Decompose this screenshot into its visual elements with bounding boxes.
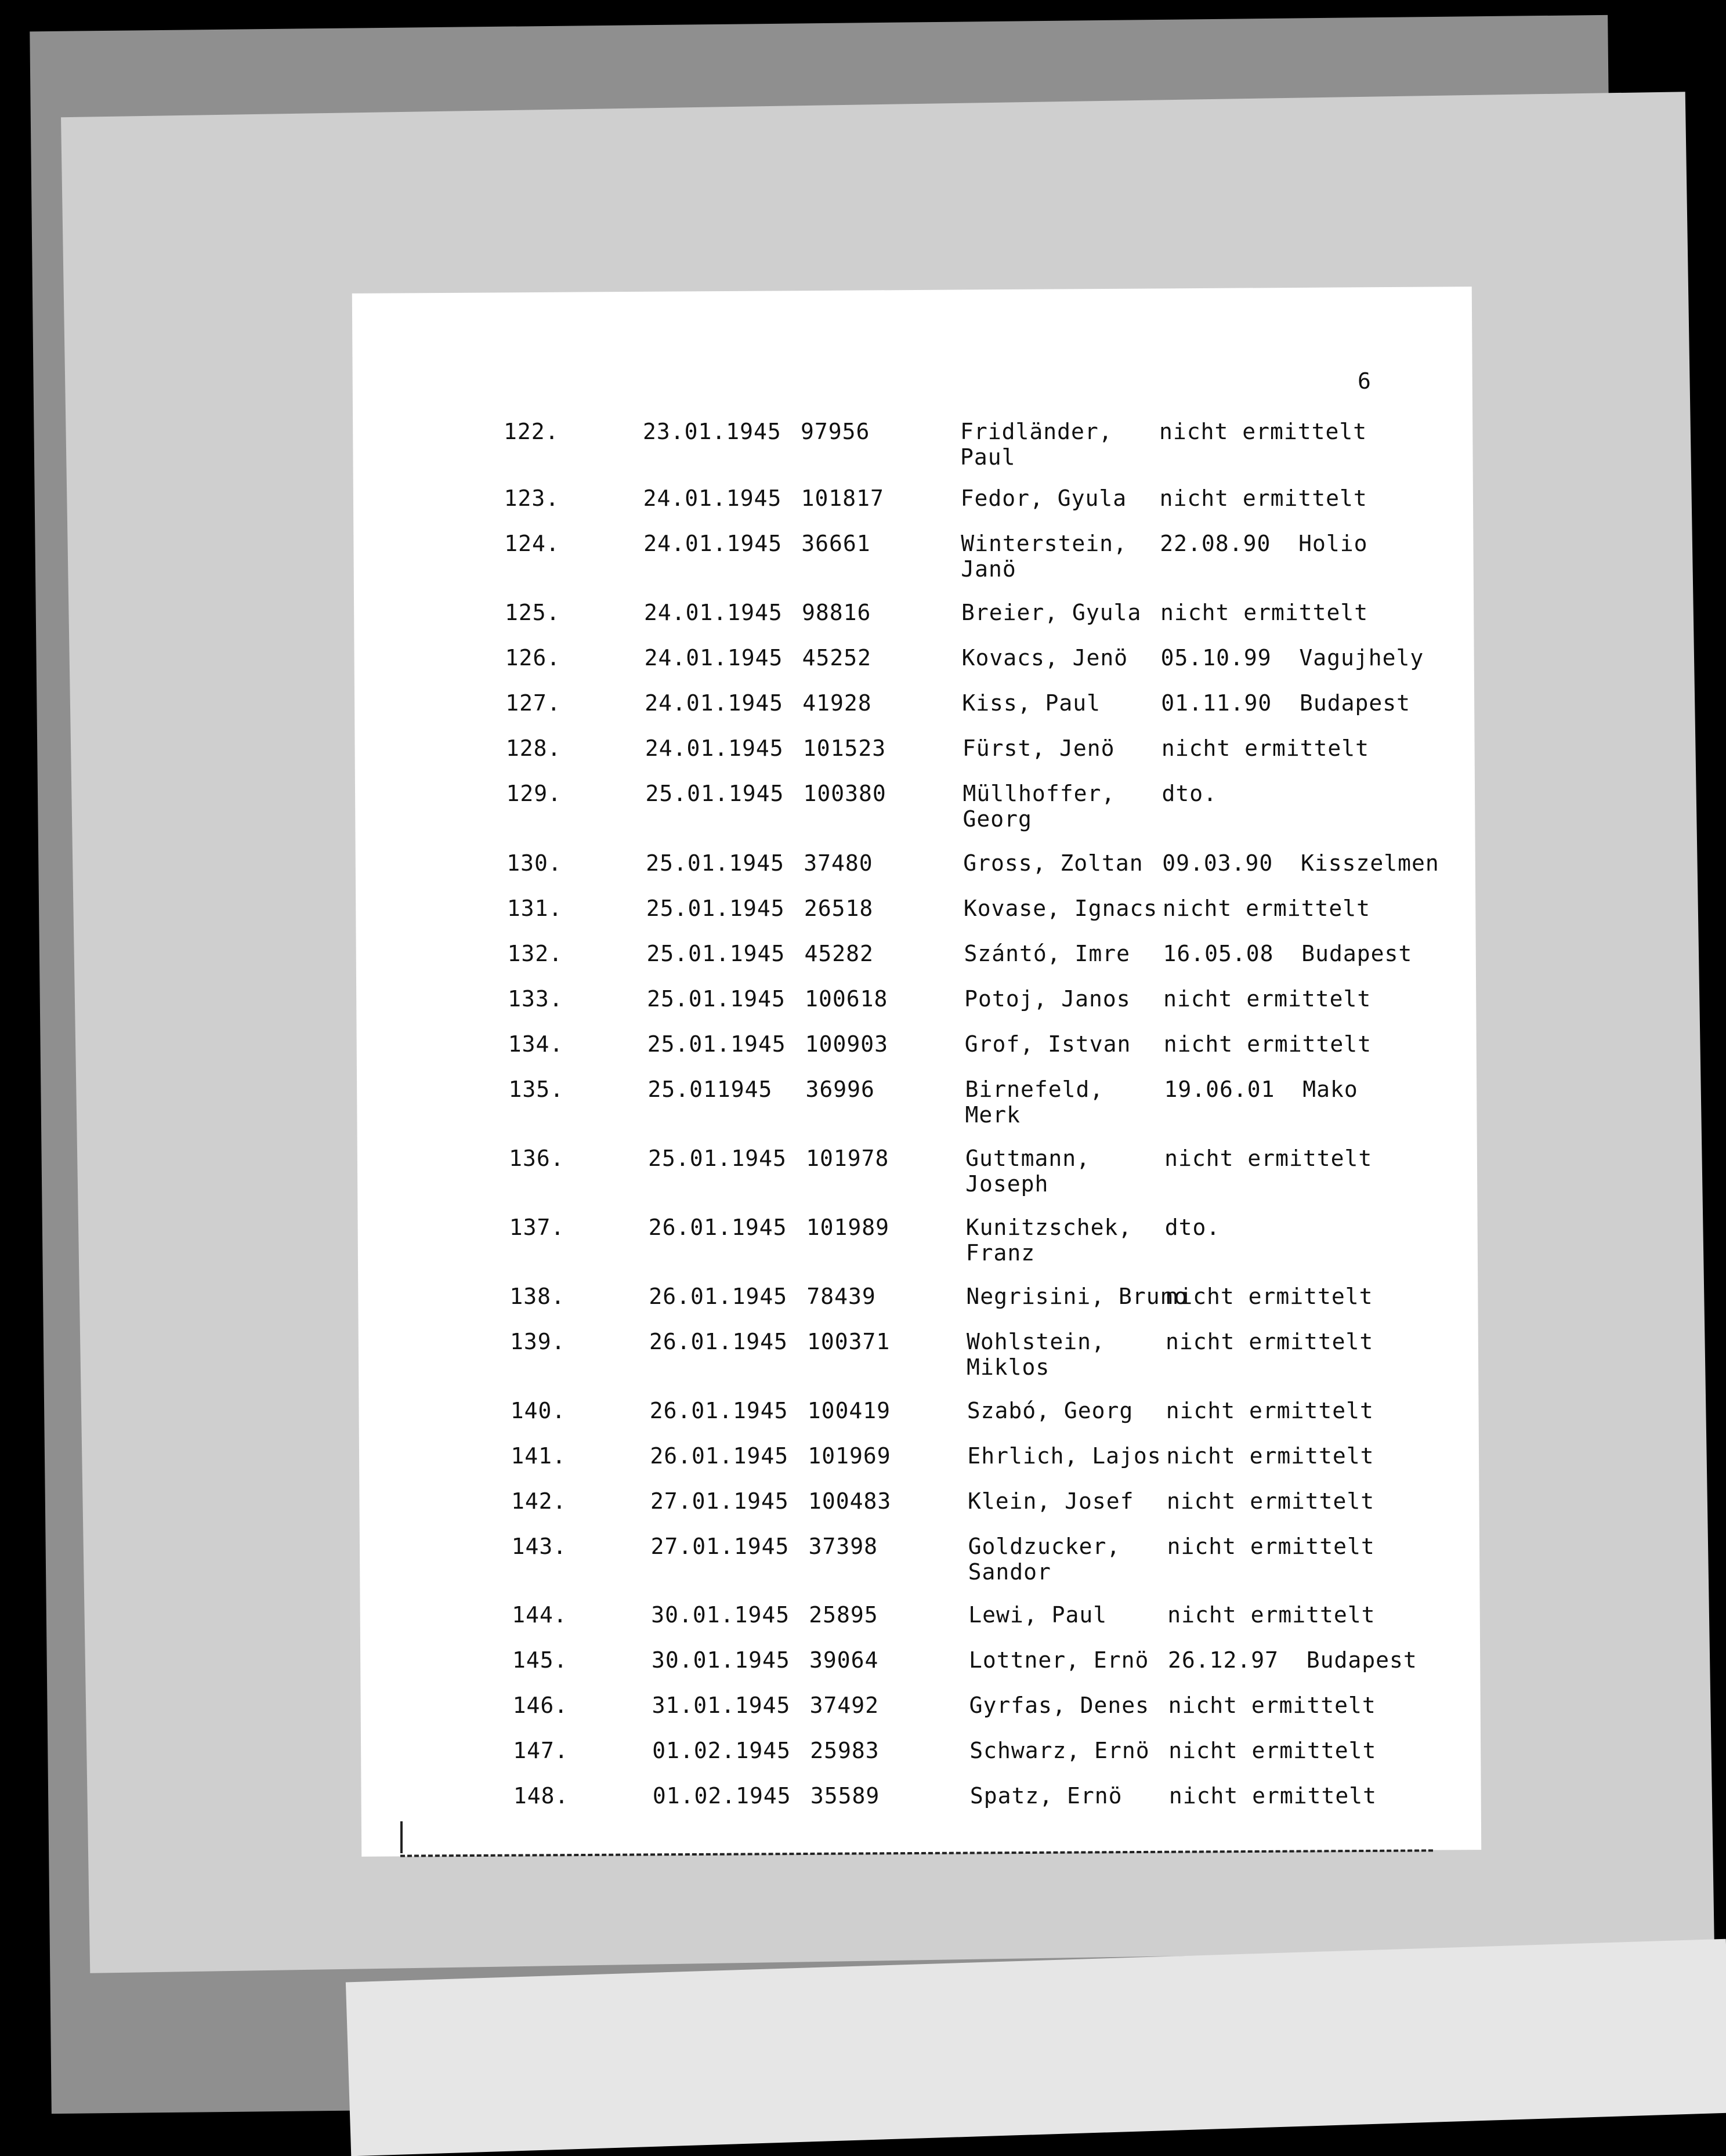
- cell-info: nicht ermittelt: [1163, 986, 1372, 1012]
- cell-name: Fedor, Gyula: [960, 485, 1127, 511]
- cell-id: 97956: [801, 419, 870, 444]
- cell-nr: 132.: [507, 941, 563, 966]
- cell-nr: 124.: [504, 531, 560, 556]
- cell-info: 01.11.90 Budapest: [1161, 690, 1411, 716]
- cell-name: Negrisini, Bruno: [966, 1284, 1188, 1309]
- cell-nr: 134.: [508, 1031, 564, 1057]
- cell-nr: 126.: [505, 645, 561, 671]
- cell-id: 36661: [801, 531, 871, 556]
- cell-id: 41928: [802, 690, 872, 716]
- cell-info: nicht ermittelt: [1163, 1031, 1372, 1057]
- cell-nr: 140.: [510, 1398, 566, 1423]
- cell-info: nicht ermittelt: [1160, 600, 1369, 625]
- cell-info: nicht ermittelt: [1164, 1146, 1373, 1171]
- cell-date: 24.01.1945: [643, 531, 783, 556]
- cell-nr: 137.: [509, 1215, 565, 1240]
- cell-info: nicht ermittelt: [1168, 1693, 1376, 1718]
- cell-info: dto.: [1164, 1215, 1221, 1240]
- cell-date: 25.01.1945: [647, 986, 786, 1012]
- cell-id: 39064: [809, 1647, 879, 1673]
- cell-info: 09.03.90 Kisszelmen: [1162, 850, 1439, 876]
- cell-date: 26.01.1945: [649, 1398, 788, 1423]
- cell-name: Kovase, Ignacs: [963, 896, 1158, 921]
- cell-id: 35589: [810, 1783, 880, 1809]
- cell-info: 16.05.08 Budapest: [1163, 941, 1413, 966]
- cell-name: Klein, Josef: [968, 1488, 1134, 1514]
- cell-date: 25.01.1945: [646, 896, 785, 921]
- cell-nr: 136.: [509, 1146, 565, 1171]
- cell-date: 26.01.1945: [648, 1215, 787, 1240]
- cell-info: nicht ermittelt: [1167, 1534, 1375, 1559]
- cell-info: nicht ermittelt: [1159, 419, 1367, 444]
- cell-id: 45282: [804, 941, 874, 966]
- cell-date: 25.01.1945: [646, 850, 784, 876]
- cell-id: 98816: [801, 600, 871, 625]
- cell-info: nicht ermittelt: [1166, 1443, 1374, 1469]
- cell-nr: 125.: [504, 600, 560, 625]
- cell-info: nicht ermittelt: [1166, 1329, 1374, 1354]
- cell-date: 25.01.1945: [646, 941, 786, 966]
- cell-nr: 128.: [505, 735, 562, 761]
- cell-nr: 148.: [513, 1783, 569, 1809]
- cell-id: 100419: [807, 1398, 891, 1423]
- cell-info: nicht ermittelt: [1165, 1284, 1373, 1309]
- cell-name: Winterstein, Janö: [961, 531, 1127, 582]
- cell-name: Lottner, Ernö: [968, 1647, 1149, 1673]
- cell-info: nicht ermittelt: [1161, 735, 1370, 761]
- cell-date: 26.01.1945: [649, 1284, 788, 1309]
- cell-date: 24.01.1945: [643, 600, 783, 625]
- cell-name: Kiss, Paul: [962, 690, 1101, 716]
- cell-nr: 131.: [506, 896, 563, 921]
- cell-name: Grof, Istvan: [964, 1031, 1131, 1057]
- cell-id: 101817: [801, 485, 884, 511]
- cell-id: 45252: [802, 645, 871, 671]
- cell-name: Birnefeld, Merk: [965, 1077, 1104, 1128]
- cell-date: 24.01.1945: [645, 690, 784, 716]
- cell-date: 30.01.1945: [651, 1647, 790, 1673]
- cell-name: Breier, Gyula: [961, 600, 1142, 625]
- cell-info: 05.10.99 Vagujhely: [1160, 645, 1424, 671]
- cell-id: 26518: [804, 896, 874, 921]
- cell-info: nicht ermittelt: [1168, 1783, 1377, 1809]
- cell-id: 100371: [807, 1329, 891, 1354]
- cell-id: 100903: [805, 1031, 889, 1057]
- cell-date: 26.01.1945: [649, 1329, 788, 1354]
- cell-id: 37480: [804, 850, 873, 876]
- cell-nr: 142.: [511, 1488, 567, 1514]
- cell-name: Gyrfas, Denes: [969, 1693, 1150, 1718]
- cell-date: 25.01.1945: [648, 1146, 787, 1171]
- cell-nr: 138.: [509, 1284, 565, 1309]
- cell-nr: 143.: [511, 1534, 567, 1559]
- cell-nr: 122.: [504, 419, 559, 444]
- cell-nr: 129.: [506, 781, 562, 806]
- cell-id: 78439: [806, 1284, 876, 1309]
- cell-nr: 135.: [508, 1077, 564, 1102]
- cell-nr: 130.: [506, 850, 562, 876]
- cell-date: 30.01.1945: [651, 1602, 790, 1628]
- cell-nr: 139.: [510, 1329, 566, 1354]
- cell-info: nicht ermittelt: [1159, 485, 1367, 511]
- cell-name: Kunitzschek, Franz: [965, 1215, 1132, 1266]
- cell-name: Szabó, Georg: [967, 1398, 1134, 1423]
- cell-name: Gross, Zoltan: [963, 850, 1144, 876]
- cell-name: Fridländer, Paul: [960, 419, 1113, 470]
- bottom-bracket-mark: [400, 1821, 403, 1853]
- cell-date: 24.01.1945: [643, 485, 782, 511]
- cell-name: Kovacs, Jenö: [961, 645, 1128, 671]
- cell-date: 27.01.1945: [650, 1488, 789, 1514]
- cell-name: Müllhoffer, Georg: [962, 781, 1116, 832]
- page-number: 6: [1358, 368, 1371, 394]
- cell-date: 24.01.1945: [644, 645, 783, 671]
- cell-info: nicht ermittelt: [1162, 896, 1371, 921]
- cell-id: 37398: [808, 1534, 878, 1559]
- cell-nr: 123.: [504, 485, 560, 511]
- cell-nr: 147.: [513, 1738, 569, 1763]
- cell-info: nicht ermittelt: [1167, 1488, 1375, 1514]
- cell-info: 22.08.90 Holio: [1160, 531, 1368, 556]
- cell-nr: 141.: [511, 1443, 566, 1469]
- cell-date: 25.011945: [647, 1077, 773, 1102]
- cell-id: 100380: [803, 781, 886, 806]
- cell-name: Goldzucker, Sandor: [968, 1534, 1121, 1585]
- cell-id: 25895: [809, 1602, 878, 1628]
- cell-name: Potoj, Janos: [964, 986, 1131, 1012]
- cell-info: dto.: [1161, 781, 1218, 806]
- cell-nr: 127.: [505, 690, 561, 716]
- cell-date: 25.01.1945: [645, 781, 784, 806]
- cell-date: 26.01.1945: [650, 1443, 789, 1469]
- cell-name: Ehrlich, Lajos: [967, 1443, 1161, 1469]
- cell-id: 101969: [808, 1443, 891, 1469]
- cell-nr: 146.: [512, 1693, 569, 1718]
- cell-nr: 145.: [512, 1647, 568, 1673]
- cell-date: 24.01.1945: [645, 735, 784, 761]
- cell-info: 19.06.01 Mako: [1164, 1077, 1358, 1102]
- cell-id: 101989: [806, 1215, 890, 1240]
- cell-id: 100483: [808, 1488, 892, 1514]
- cell-name: Lewi, Paul: [968, 1602, 1108, 1628]
- cell-name: Fürst, Jenö: [962, 735, 1115, 761]
- cell-id: 25983: [810, 1738, 880, 1763]
- cell-date: 31.01.1945: [652, 1693, 791, 1718]
- cell-info: 26.12.97 Budapest: [1167, 1647, 1417, 1673]
- cell-name: Szántó, Imre: [964, 941, 1131, 966]
- cell-id: 36996: [805, 1077, 875, 1102]
- cell-date: 01.02.1945: [652, 1783, 791, 1809]
- cell-nr: 144.: [512, 1602, 567, 1628]
- cell-nr: 133.: [508, 986, 563, 1012]
- cell-date: 25.01.1945: [647, 1031, 786, 1057]
- cell-info: nicht ermittelt: [1167, 1602, 1376, 1628]
- cell-id: 101523: [802, 735, 886, 761]
- cell-info: nicht ermittelt: [1166, 1398, 1374, 1423]
- cell-id: 100618: [805, 986, 888, 1012]
- cell-date: 27.01.1945: [650, 1534, 790, 1559]
- cell-id: 37492: [809, 1693, 879, 1718]
- cell-id: 101978: [806, 1146, 889, 1171]
- cell-name: Guttmann, Joseph: [965, 1146, 1090, 1197]
- cell-date: 01.02.1945: [652, 1738, 791, 1763]
- cell-name: Wohlstein, Miklos: [967, 1329, 1105, 1380]
- cell-date: 23.01.1945: [643, 419, 781, 444]
- cell-name: Spatz, Ernö: [969, 1783, 1123, 1809]
- cell-info: nicht ermittelt: [1168, 1738, 1377, 1763]
- cell-name: Schwarz, Ernö: [969, 1738, 1150, 1763]
